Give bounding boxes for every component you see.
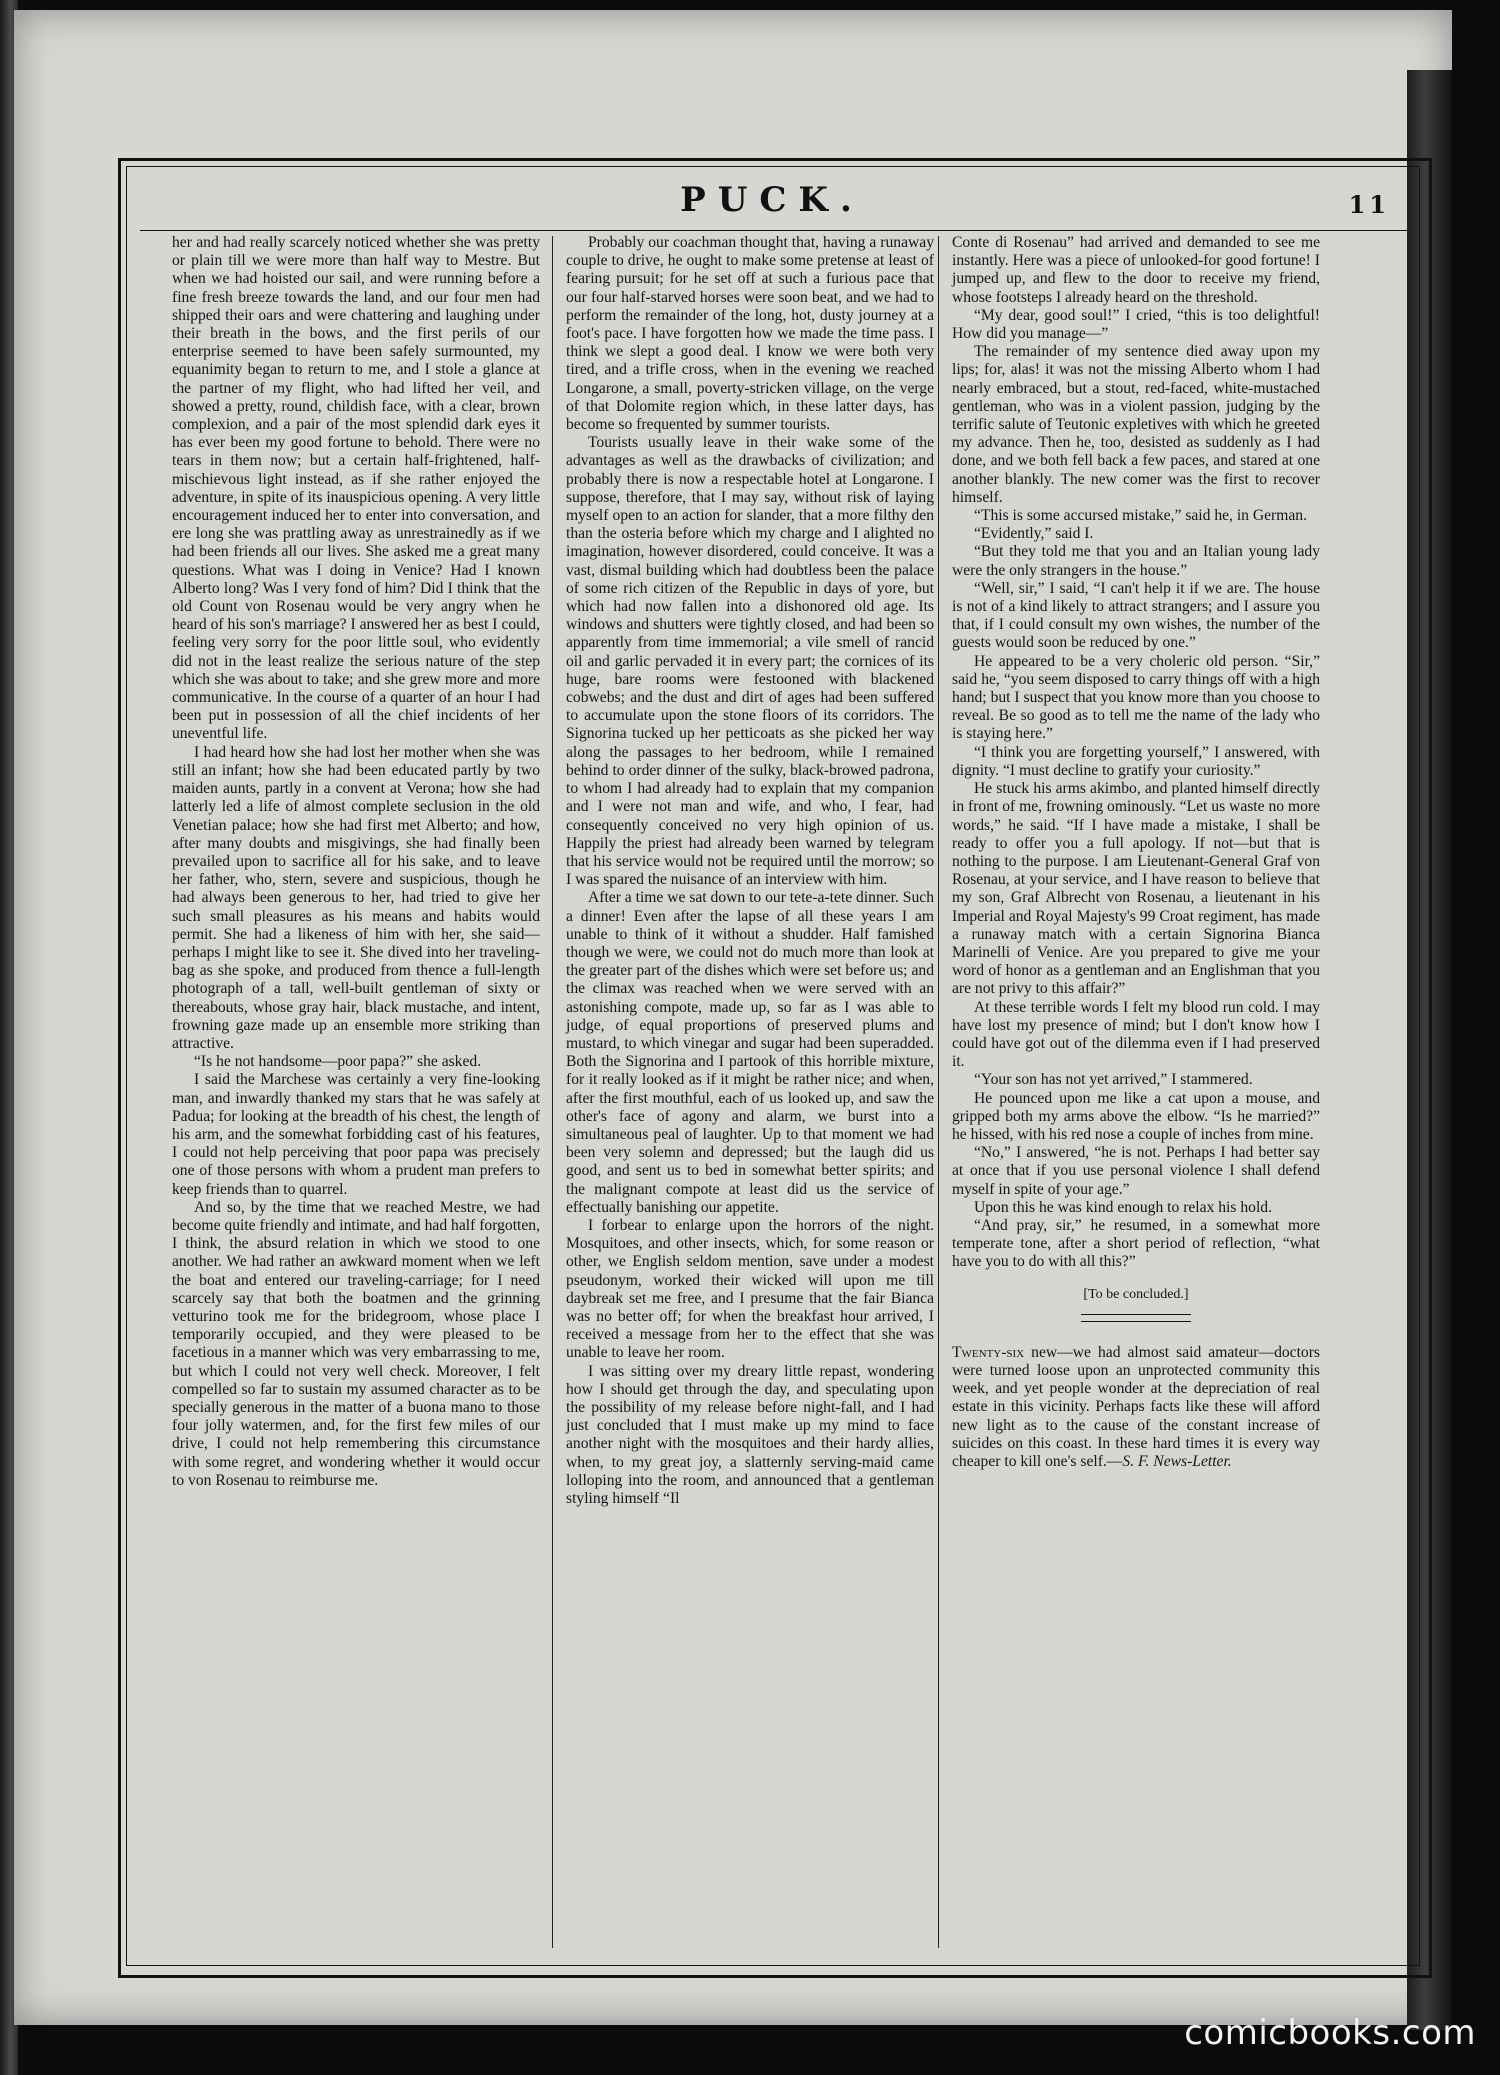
masthead-title: PUCK.	[680, 180, 864, 220]
masthead	[126, 180, 1418, 228]
column-3-body	[952, 234, 1320, 1272]
filler-lead: Twenty-six	[952, 1343, 1025, 1361]
paragraph: “Well, sir,” I said, “I can't help it if we are. The house is not of a kind likely to attract strangers; and I assure you that, if I could consult my own wishes, the number of the guests would soon be reduced by one.”	[952, 579, 1320, 652]
page-number: 11	[1348, 190, 1390, 219]
filler-paragraph	[952, 1344, 1320, 1471]
paragraph: her and had really scarcely noticed whether she was pretty or plain till we were more than half way to Mestre. But when we had hoisted our sail, and were running before a fine fresh breeze towards the land, and our four men had shipped their oars and were chattering and laughing under their breath in the bows, and the first perils of our enterprise seemed to have been safely surmounted, my equanimity began to return to me, and I stole a glance at the partner of my flight, who had lifted her veil, and showed a pretty, round, childish face, with a clear, brown complexion, and a pair of the most splendid dark eyes it has ever been my good fortune to behold. There were no tears in them now; but a certain half-frightened, half-mischievous light instead, as if she rather enjoyed the adventure, in spite of its inauspicious opening. A very little encouragement induced her to enter into conversation, and ere long she was prattling away as unrestrainedly as if we had been friends all our lives. She asked me a great many questions. What was I doing in Venice? Had I known Alberto long? Was I very fond of him? Did I think that the old Count von Rosenau would be very angry when he heard of his son's marriage? I answered her as best I could, feeling very sorry for the poor little soul, who evidently did not in the least realize the serious nature of the step which she was about to take; and she grew more and more communicative. In the course of a quarter of an hour I had been put in possession of all the chief incidents of her uneventful life.	[172, 234, 540, 743]
paragraph: “And pray, sir,” he resumed, in a somewhat more temperate tone, after a short period of reflection, “what have you to do with all this?”	[952, 1216, 1320, 1271]
watermark: comicbooks.com	[1184, 2013, 1476, 2053]
paragraph: “No,” I answered, “he is not. Perhaps I had better say at once that if you use personal violence I shall defend myself in spite of your age.”	[952, 1144, 1320, 1198]
filler-source: S. F. News-Letter.	[1122, 1453, 1232, 1470]
paragraph: Conte di Rosenau” had arrived and demanded to see me instantly. Here was a piece of unlooked-for good fortune! I jumped up, and flew to the door to receive my friend, whose footsteps I already heard on the threshold.	[952, 234, 1320, 306]
to-be-concluded-note: [To be concluded.]	[1083, 1286, 1189, 1302]
paragraph: The remainder of my sentence died away upon my lips; for, alas! it was not the missing Alberto whom I had nearly embraced, but a stout, red-faced, white-mustached gentleman, who was in a violent passion, judging by the terrific salute of Teutonic expletives with which he greeted my advance. Then he, too, desisted as suddenly as I had done, and we both fell back a few paces, and stared at one another blankly. The new comer was the first to recover himself.	[952, 343, 1320, 506]
paragraph: I said the Marchese was certainly a very fine-looking man, and inwardly thanked my stars that he was safely at Padua; for looking at the breadth of his chest, the length of his arm, and the somewhat forbidding cast of his features, I could not help perceiving that poor papa was precisely one of those persons with whom a prudent man prefers to keep friends than to quarrel.	[172, 1071, 540, 1198]
column-divider-2	[938, 236, 939, 1948]
paragraph: At these terrible words I felt my blood run cold. I may have lost my presence of mind; but I don't know how I could have got out of the dilemma even if I had preserved it.	[952, 998, 1320, 1071]
paragraph: “My dear, good soul!” I cried, “this is too delightful! How did you manage—”	[952, 306, 1320, 343]
paragraph: Probably our coachman thought that, having a runaway couple to drive, he ought to make some pretense at least of fearing pursuit; for he set off at such a furious pace that our four half-starved horses were soon beat, and we had to perform the remainder of the long, hot, dusty journey at a foot's pace. I have forgotten how we made the time pass. I think we slept a good deal. I know we were both very tired, and a trifle cross, when in the evening we reached Longarone, a small, poverty-stricken village, on the verge of that Dolomite region which, in these latter days, has become so frequented by summer tourists.	[566, 234, 934, 434]
article-column-1	[172, 234, 540, 1490]
column-divider-1	[552, 236, 553, 1948]
paragraph: He stuck his arms akimbo, and planted himself directly in front of me, frowning ominously. “Let us waste no more words,” he said. “If I have made a mistake, I shall be ready to offer you a full apology. If not—but that is nothing to the purpose. I am Lieutenant-General Graf von Rosenau, at your service, and I have reason to believe that my son, Graf Albrecht von Rosenau, a lieutenant in his Imperial and Royal Majesty's 99 Croat regiment, has made a runaway match with a certain Signorina Bianca Marinelli of Venice. Are you prepared to give me your word of honor as a gentleman and an Englishman that you are not privy to this affair?”	[952, 780, 1320, 998]
section-separator	[1081, 1314, 1191, 1322]
masthead-rule	[140, 230, 1408, 231]
paragraph: Upon this he was kind enough to relax his hold.	[974, 1198, 1272, 1216]
paragraph: And so, by the time that we reached Mestre, we had become quite friendly and intimate, and had half forgotten, I think, the absurd relation in which we stood to one another. We had rather an awkward moment when we left the boat and entered our traveling-carriage; for I need scarcely say that both the boatmen and the grinning vetturino took me for the bridegroom, whose place I temporarily occupied, and they were pleased to be facetious in a manner which was very embarrassing to me, but which I could not very well check. Moreover, I felt compelled so far to sustain my assumed character as to be specially generous in the matter of a buona mano to those four jolly watermen, and, for the first few miles of our drive, I could not help remembering this circumstance with some regret, and wondering whether it would occur to von Rosenau to reimburse me.	[172, 1198, 540, 1489]
article-column-3	[952, 234, 1320, 1471]
paragraph: I had heard how she had lost her mother when she was still an infant; how she had been educated partly by two maiden aunts, partly in a convent at Verona; how she had latterly led a life of almost complete seclusion in the old Venetian palace; how she had first met Alberto; and how, after many doubts and misgivings, she had finally been prevailed upon to sacrifice all for his sake, and to leave her father, who, stern, severe and suspicious, though he had always been generous to her, had tried to give her such small pleasures as his means and habits would permit. She had a likeness of him with her, she said—perhaps I might like to see it. She dived into her traveling-bag as she spoke, and produced from thence a full-length photograph of a tall, well-built gentleman of sixty or thereabouts, whose gray hair, black mustache, and intent, frowning gaze made up an ensemble more striking than attractive.	[172, 743, 540, 1052]
article-column-2	[566, 234, 934, 1508]
paragraph: Tourists usually leave in their wake some of the advantages as well as the drawbacks of civilization; and probably there is now a respectable hotel at Longarone. I suppose, therefore, that I may say, without risk of laying myself open to an action for slander, that a more filthy den than the osteria before which my charge and I alighted no imagination, however disordered, could conceive. It was a vast, dismal building which had doubtless been the palace of some rich citizen of the Republic in days of yore, but which had now fallen into a dishonored old age. Its windows and shutters were tightly closed, and had been so apparently from time immemorial; a vile smell of rancid oil and garlic pervaded it in every part; the cornices of its huge, bare rooms were festooned with blackened cobwebs; and the dust and dirt of ages had been suffered to accumulate upon the stone floors of its corridors. The Signorina tucked up her petticoats as she picked her way along the passages to her bedroom, while I remained behind to order dinner of the sulky, black-browed padrona, to whom I had already had to explain that my companion and I were not man and wife, and who, I fear, had consequently conceived no very high opinion of us. Happily the priest had already been warned by telegram that his service would not be required until the morrow; so I was spared the nuisance of an interview with him.	[566, 434, 934, 889]
paragraph: “Evidently,” said I.	[974, 525, 1094, 543]
paragraph: After a time we sat down to our tete-a-tete dinner. Such a dinner! Even after the lapse of all these years I am unable to think of it without a shudder. Half famished though we were, we could not do much more than look at the greater part of the dishes which were set before us; and the climax was reached when we were served with an astonishing compote, made up, so far as I was able to judge, of equal proportions of preserved plums and mustard, to which vinegar and sugar had been superadded. Both the Signorina and I partook of this horrible mixture, for it really looked as if it might be rather nice; and when, after the first mouthful, each of us looked up, and saw the other's face of agony and alarm, we burst into a simultaneous peal of laughter. Up to that moment we had been very solemn and depressed; but the laugh did us good, and sent us to bed in somewhat better spirits; and the malignant compote at least did us the service of effectually banishing our appetite.	[566, 889, 934, 1216]
paragraph: “Is he not handsome—poor papa?” she asked.	[194, 1053, 482, 1071]
paragraph: I forbear to enlarge upon the horrors of the night. Mosquitoes, and other insects, which, for some reason or other, we English seldom mention, save under a modest pseudonym, worked their wicked will upon me till daybreak set me free, and I presume that the fair Bianca was no better off; for when the breakfast hour arrived, I received a message from her to the effect that she was unable to leave her room.	[566, 1216, 934, 1362]
paragraph: “I think you are forgetting yourself,” I answered, with dignity. “I must decline to gratify your curiosity.”	[952, 743, 1320, 779]
paragraph: He appeared to be a very choleric old person. “Sir,” said he, “you seem disposed to carry things off with a high hand; but I suspect that you know more than you choose to reveal. Be so good as to tell me the name of the lady who is staying here.”	[952, 652, 1320, 743]
filler-text: new—we had almost said amateur—doctors were turned loose upon an unprotected community this week, and yet people wonder at the depreciation of real estate in this vicinity. Perhaps facts like these will afford new light as to the cause of the constant increase of suicides on this coast. In these hard times it is every way cheaper to kill one's self.—	[952, 1343, 1320, 1470]
paragraph: He pounced upon me like a cat upon a mouse, and gripped both my arms above the elbow. “Is he married?” he hissed, with his red nose a couple of inches from mine.	[952, 1089, 1320, 1143]
paragraph: “Your son has not yet arrived,” I stammered.	[974, 1071, 1253, 1089]
paragraph: “This is some accursed mistake,” said he, in German.	[974, 507, 1307, 525]
paragraph: “But they told me that you and an Italian young lady were the only strangers in the house.”	[952, 543, 1320, 579]
paragraph: I was sitting over my dreary little repast, wondering how I should get through the day, and speculating upon the possibility of my release before night-fall, and I had just concluded that I must make up my mind to face another night with the mosquitoes and their hardy allies, when, to my great joy, a slatternly serving-maid came lolloping into the room, and announced that a gentleman styling himself “Il	[566, 1362, 934, 1508]
